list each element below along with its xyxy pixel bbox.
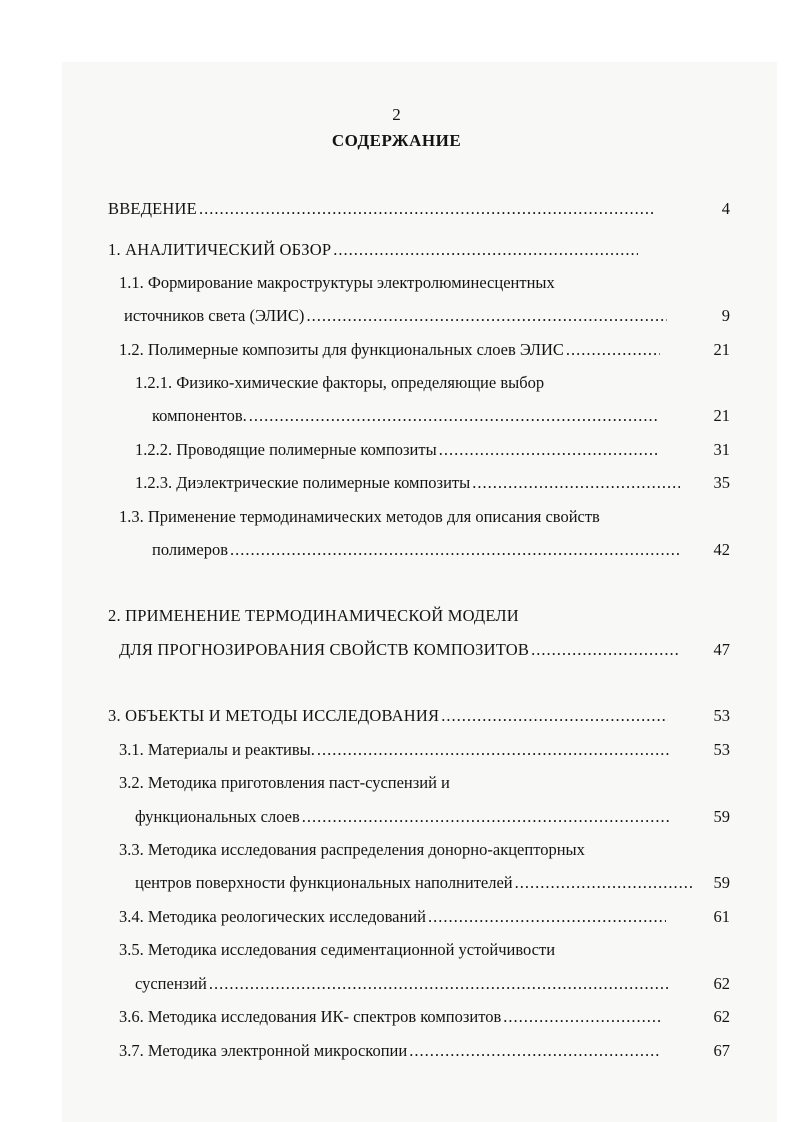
page-title: СОДЕРЖАНИЕ: [331, 131, 462, 150]
dot-leader: [472, 473, 680, 493]
toc-entry-text: 1. АНАЛИТИЧЕСКИЙ ОБЗОР: [108, 240, 332, 259]
toc-entry-text: 1.2.3. Диэлектрические полимерные композиты: [135, 473, 471, 492]
toc-entry-introduction[interactable]: [108, 199, 656, 219]
dot-leader: [209, 974, 668, 994]
toc-entry-3-2-continued[interactable]: [135, 807, 669, 827]
toc-page-number: 47: [713, 640, 730, 659]
toc-entry-1-3[interactable]: [119, 507, 600, 527]
toc-entry-3-1[interactable]: [119, 740, 669, 760]
dot-leader: [333, 240, 638, 260]
toc-page-number: 53: [713, 740, 730, 759]
toc-entry-3-4[interactable]: [119, 907, 666, 927]
toc-page-number: 35: [713, 473, 730, 492]
toc-entry-3-3-continued[interactable]: [135, 873, 692, 893]
dot-leader: [428, 907, 666, 927]
toc-page-number: 61: [713, 907, 730, 926]
toc-entry-text: 3.2. Методика приготовления паст-суспензий и: [119, 773, 450, 792]
dot-leader: [230, 540, 682, 560]
dot-leader: [302, 807, 669, 827]
toc-entry-chapter-1[interactable]: [108, 240, 638, 260]
toc-entry-3-5-continued[interactable]: [135, 974, 668, 994]
toc-page-number: 62: [713, 1007, 730, 1026]
toc-entry-3-5[interactable]: [119, 940, 555, 960]
toc-entry-text: 3. ОБЪЕКТЫ И МЕТОДЫ ИССЛЕДОВАНИЯ: [108, 706, 440, 725]
toc-entry-text: 3.7. Методика электронной микроскопии: [119, 1041, 408, 1060]
toc-entry-chapter-3[interactable]: [108, 706, 668, 726]
toc-page-number: 31: [713, 440, 730, 459]
toc-page-number: 59: [713, 807, 730, 826]
toc-page-number: 67: [713, 1041, 730, 1060]
dot-leader: [409, 1041, 660, 1061]
toc-entry-text: 1.3. Применение термодинамических методов для описания свойств: [119, 507, 600, 526]
toc-page-number: 21: [713, 406, 730, 425]
toc-entry-1-2-2[interactable]: [135, 440, 657, 460]
toc-entry-text: полимеров: [152, 540, 228, 559]
toc-entry-text: ВВЕДЕНИЕ: [108, 199, 197, 218]
toc-page-number: 42: [713, 540, 730, 559]
toc-entry-text: 3.6. Методика исследования ИК- спектров композитов: [119, 1007, 502, 1026]
toc-entry-text: функциональных слоев: [135, 807, 300, 826]
dot-leader: [503, 1007, 661, 1027]
toc-entry-1-1-continued[interactable]: [124, 306, 667, 326]
toc-entry-1-2-1[interactable]: [135, 373, 544, 393]
toc-entry-3-7[interactable]: [119, 1041, 660, 1061]
toc-entry-text: 3.4. Методика реологических исследований: [119, 907, 426, 926]
toc-entry-3-3[interactable]: [119, 840, 585, 860]
toc-entry-text: 3.1. Материалы и реактивы.: [119, 740, 315, 759]
dot-leader: [199, 199, 656, 219]
toc-page-number: 4: [721, 199, 730, 218]
toc-page-number: 9: [721, 306, 730, 325]
dot-leader: [441, 706, 668, 726]
dot-leader: [306, 306, 667, 326]
toc-entry-chapter-2[interactable]: [108, 606, 519, 626]
dot-leader: [531, 640, 679, 660]
toc-entry-text: источников света (ЭЛИС): [124, 306, 305, 325]
toc-entry-text: 3.3. Методика исследования распределения донорно-акцепторных: [119, 840, 585, 859]
toc-page-number: 62: [713, 974, 730, 993]
toc-entry-chapter-2-continued[interactable]: [119, 640, 679, 660]
dot-leader: [249, 406, 657, 426]
toc-entry-text: 3.5. Методика исследования седиментационной устойчивости: [119, 940, 556, 959]
dot-leader: [317, 740, 669, 760]
toc-entry-1-2[interactable]: [119, 340, 660, 360]
toc-entry-text: компонентов.: [152, 406, 247, 425]
dot-leader: [439, 440, 657, 460]
toc-page-number: 21: [713, 340, 730, 359]
toc-entry-1-3-continued[interactable]: [152, 540, 682, 560]
toc-entry-text: 2. ПРИМЕНЕНИЕ ТЕРМОДИНАМИЧЕСКОЙ МОДЕЛИ: [108, 606, 519, 625]
dot-leader: [515, 873, 692, 893]
toc-entry-text: 1.1. Формирование макроструктуры электролюминесцентных: [119, 273, 555, 292]
toc-page-number: 59: [713, 873, 730, 892]
toc-entry-text: 1.2.1. Физико-химические факторы, определяющие выбор: [135, 373, 545, 392]
toc-entry-1-1[interactable]: [119, 273, 555, 293]
toc-entry-text: 1.2. Полимерные композиты для функциональных слоев ЭЛИС: [119, 340, 564, 359]
toc-entry-1-2-3[interactable]: [135, 473, 680, 493]
toc-entry-text: 1.2.2. Проводящие полимерные композиты: [135, 440, 437, 459]
toc-entry-text: ДЛЯ ПРОГНОЗИРОВАНИЯ СВОЙСТВ КОМПОЗИТОВ: [119, 640, 530, 659]
toc-entry-1-2-1-continued[interactable]: [152, 406, 657, 426]
toc-entry-3-6[interactable]: [119, 1007, 661, 1027]
toc-entry-text: центров поверхности функциональных наполнителей: [135, 873, 513, 892]
toc-entry-text: суспензий: [135, 974, 207, 993]
page-number: 2: [392, 105, 401, 124]
toc-page-number: 53: [713, 706, 730, 725]
dot-leader: [566, 340, 660, 360]
toc-entry-3-2[interactable]: [119, 773, 450, 793]
